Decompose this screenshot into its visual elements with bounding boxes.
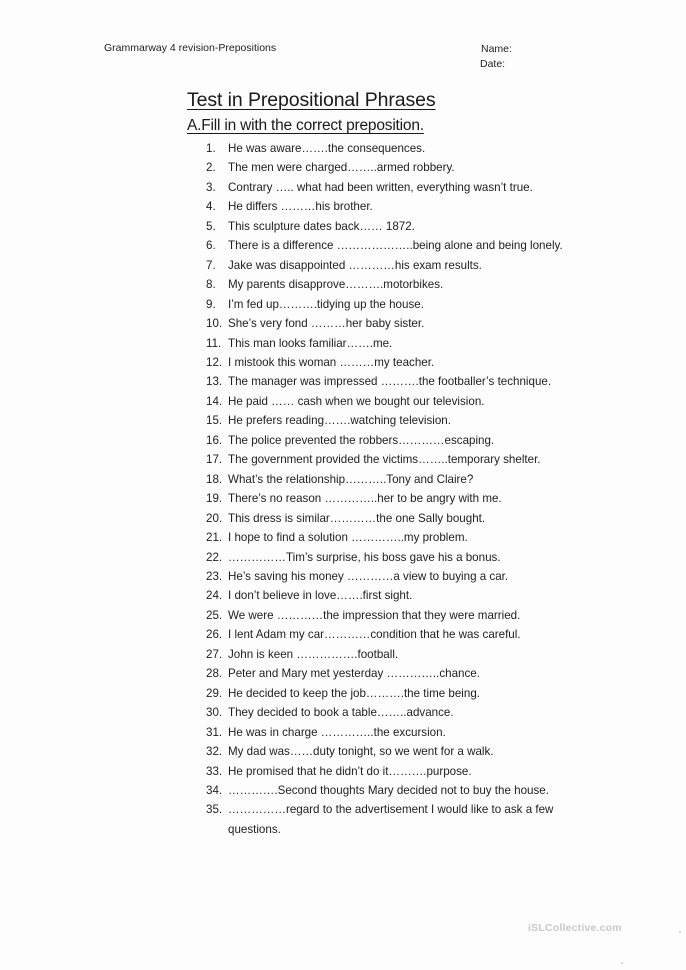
name-label: Name:	[481, 43, 512, 55]
exercise-number: 29.	[206, 686, 223, 700]
exercise-sentence: She’s very fond ………her baby sister.	[228, 317, 425, 331]
exercise-sentence: The police prevented the robbers…………escaping.	[228, 433, 495, 447]
exercise-sentence: The men were charged……..armed robbery.	[228, 161, 455, 175]
exercise-item	[206, 625, 596, 644]
exercise-item	[206, 781, 596, 800]
worksheet-header-title: Grammarway 4 revision-Prepositions	[104, 42, 277, 54]
exercise-item	[206, 197, 596, 216]
exercise-number: 23.	[206, 569, 223, 583]
exercise-item	[206, 256, 596, 275]
page-title: Test in Prepositional Phrases	[187, 89, 436, 111]
exercise-item	[206, 645, 596, 664]
exercise-number: 7.	[206, 258, 216, 272]
exercise-item	[206, 723, 596, 742]
exercise-item	[206, 684, 596, 703]
exercise-item	[206, 548, 596, 567]
exercise-item	[206, 236, 596, 255]
scan-speck	[621, 962, 623, 964]
exercise-item	[206, 392, 596, 411]
exercise-sentence: They decided to book a table……..advance.	[228, 706, 454, 720]
exercise-number: 12.	[206, 355, 223, 369]
exercise-number: 32.	[206, 745, 223, 759]
student-info-block	[481, 42, 512, 72]
exercise-number: 25.	[206, 608, 223, 622]
exercise-item	[206, 158, 596, 177]
exercise-number: 2.	[206, 161, 216, 175]
exercise-sentence: The government provided the victims……..temporary shelter.	[228, 453, 541, 467]
exercise-sentence: I’m fed up……….tidying up the house.	[228, 297, 424, 311]
exercise-number: 33.	[206, 764, 223, 778]
exercise-number: 26.	[206, 628, 223, 642]
scan-speck	[679, 931, 681, 933]
exercise-number: 27.	[206, 647, 223, 661]
exercise-number: 21.	[206, 531, 223, 545]
exercise-item	[206, 372, 596, 391]
exercise-sentence: I hope to find a solution …………..my problem.	[228, 531, 468, 545]
exercise-item	[206, 295, 596, 314]
exercise-sentence: Peter and Mary met yesterday …………..chance.	[228, 667, 480, 681]
exercise-item	[206, 800, 596, 839]
exercise-item	[206, 586, 596, 605]
exercise-number: 6.	[206, 239, 216, 253]
exercise-number: 4.	[206, 200, 216, 214]
exercise-sentence: The manager was impressed ……….the footballer’s technique.	[228, 375, 552, 389]
exercise-item	[206, 275, 596, 294]
exercise-item	[206, 528, 596, 547]
exercise-number: 18.	[206, 472, 223, 486]
exercise-number: 17.	[206, 453, 223, 467]
exercise-sentence: This dress is similar…………the one Sally bought.	[228, 511, 486, 525]
watermark-logo: iSLCollective.com	[528, 922, 622, 934]
exercise-sentence: He was in charge …………..the excursion.	[228, 725, 446, 739]
exercise-sentence: He paid …… cash when we bought our television.	[228, 394, 485, 408]
exercise-number: 5.	[206, 219, 216, 233]
exercise-item	[206, 334, 596, 353]
exercise-sentence: I don’t believe in love…….first sight.	[228, 589, 413, 603]
date-label: Date:	[480, 58, 506, 70]
exercise-sentence: My parents disapprove……….motorbikes.	[228, 278, 444, 292]
exercise-sentence: He’s saving his money …………a view to buying a car.	[228, 569, 509, 583]
exercise-item	[206, 178, 596, 197]
exercise-sentence: I lent Adam my car…………condition that he was careful.	[228, 628, 521, 642]
exercise-item	[206, 606, 596, 625]
exercise-item	[206, 703, 596, 722]
exercise-item	[206, 742, 596, 761]
exercise-sentence: He prefers reading…….watching television.	[228, 414, 451, 428]
exercise-number: 19.	[206, 492, 223, 506]
exercise-sentence: Contrary ….. what had been written, everything wasn’t true.	[228, 180, 533, 194]
exercise-item	[206, 217, 596, 236]
exercise-number: 14.	[206, 394, 223, 408]
exercise-number: 31.	[206, 725, 223, 739]
exercise-number: 24.	[206, 589, 223, 603]
exercise-number: 11.	[206, 336, 222, 350]
exercise-number: 9.	[206, 297, 216, 311]
exercise-list	[206, 139, 596, 839]
exercise-number: 34.	[206, 783, 223, 797]
exercise-item	[206, 314, 596, 333]
exercise-number: 8.	[206, 278, 216, 292]
exercise-item	[206, 567, 596, 586]
section-instructions: A.Fill in with the correct preposition.	[187, 117, 424, 134]
exercise-sentence: Jake was disappointed …………his exam results.	[228, 258, 482, 272]
exercise-number: 20.	[206, 511, 223, 525]
exercise-number: 13.	[206, 375, 223, 389]
exercise-sentence: We were …………the impression that they were married.	[228, 608, 521, 622]
exercise-item	[206, 411, 596, 430]
exercise-item	[206, 762, 596, 781]
exercise-sentence: This sculpture dates back…… 1872.	[228, 219, 415, 233]
exercise-item	[206, 664, 596, 683]
exercise-sentence: He differs ………his brother.	[228, 200, 373, 214]
exercise-number: 3.	[206, 180, 216, 194]
exercise-item	[206, 353, 596, 372]
exercise-sentence: He promised that he didn’t do it……….purpose.	[228, 764, 472, 778]
exercise-sentence: There is a difference ………………..being alone and being lonely.	[228, 239, 563, 253]
exercise-number: 16.	[206, 433, 223, 447]
exercise-sentence: John is keen …………….football.	[228, 647, 399, 661]
exercise-sentence: He decided to keep the job……….the time being.	[228, 686, 480, 700]
exercise-number: 30.	[206, 706, 223, 720]
exercise-item	[206, 470, 596, 489]
exercise-sentence: ……………Tim’s surprise, his boss gave his a bonus.	[228, 550, 501, 564]
exercise-number: 35.	[206, 803, 223, 817]
exercise-number: 15.	[206, 414, 223, 428]
exercise-sentence: This man looks familiar…….me.	[228, 336, 393, 350]
exercise-number: 10.	[206, 317, 223, 331]
exercise-sentence: There’s no reason …………..her to be angry with me.	[228, 492, 502, 506]
exercise-sentence: He was aware…….the consequences.	[228, 142, 426, 155]
exercise-item	[206, 509, 596, 528]
exercise-item	[206, 139, 596, 158]
exercise-sentence: ………….Second thoughts Mary decided not to buy the house.	[228, 783, 549, 797]
exercise-sentence: My dad was……duty tonight, so we went for a walk.	[228, 745, 494, 759]
exercise-item	[206, 450, 596, 469]
exercise-item	[206, 431, 596, 450]
exercise-item	[206, 489, 596, 508]
exercise-sentence: What’s the relationship………..Tony and Claire?	[228, 472, 474, 486]
exercise-number: 22.	[206, 550, 223, 564]
exercise-sentence: ……………regard to the advertisement I would like to ask a few questions.	[228, 803, 554, 836]
exercise-number: 1.	[206, 142, 216, 155]
exercise-sentence: I mistook this woman ………my teacher.	[228, 355, 435, 369]
exercise-number: 28.	[206, 667, 223, 681]
